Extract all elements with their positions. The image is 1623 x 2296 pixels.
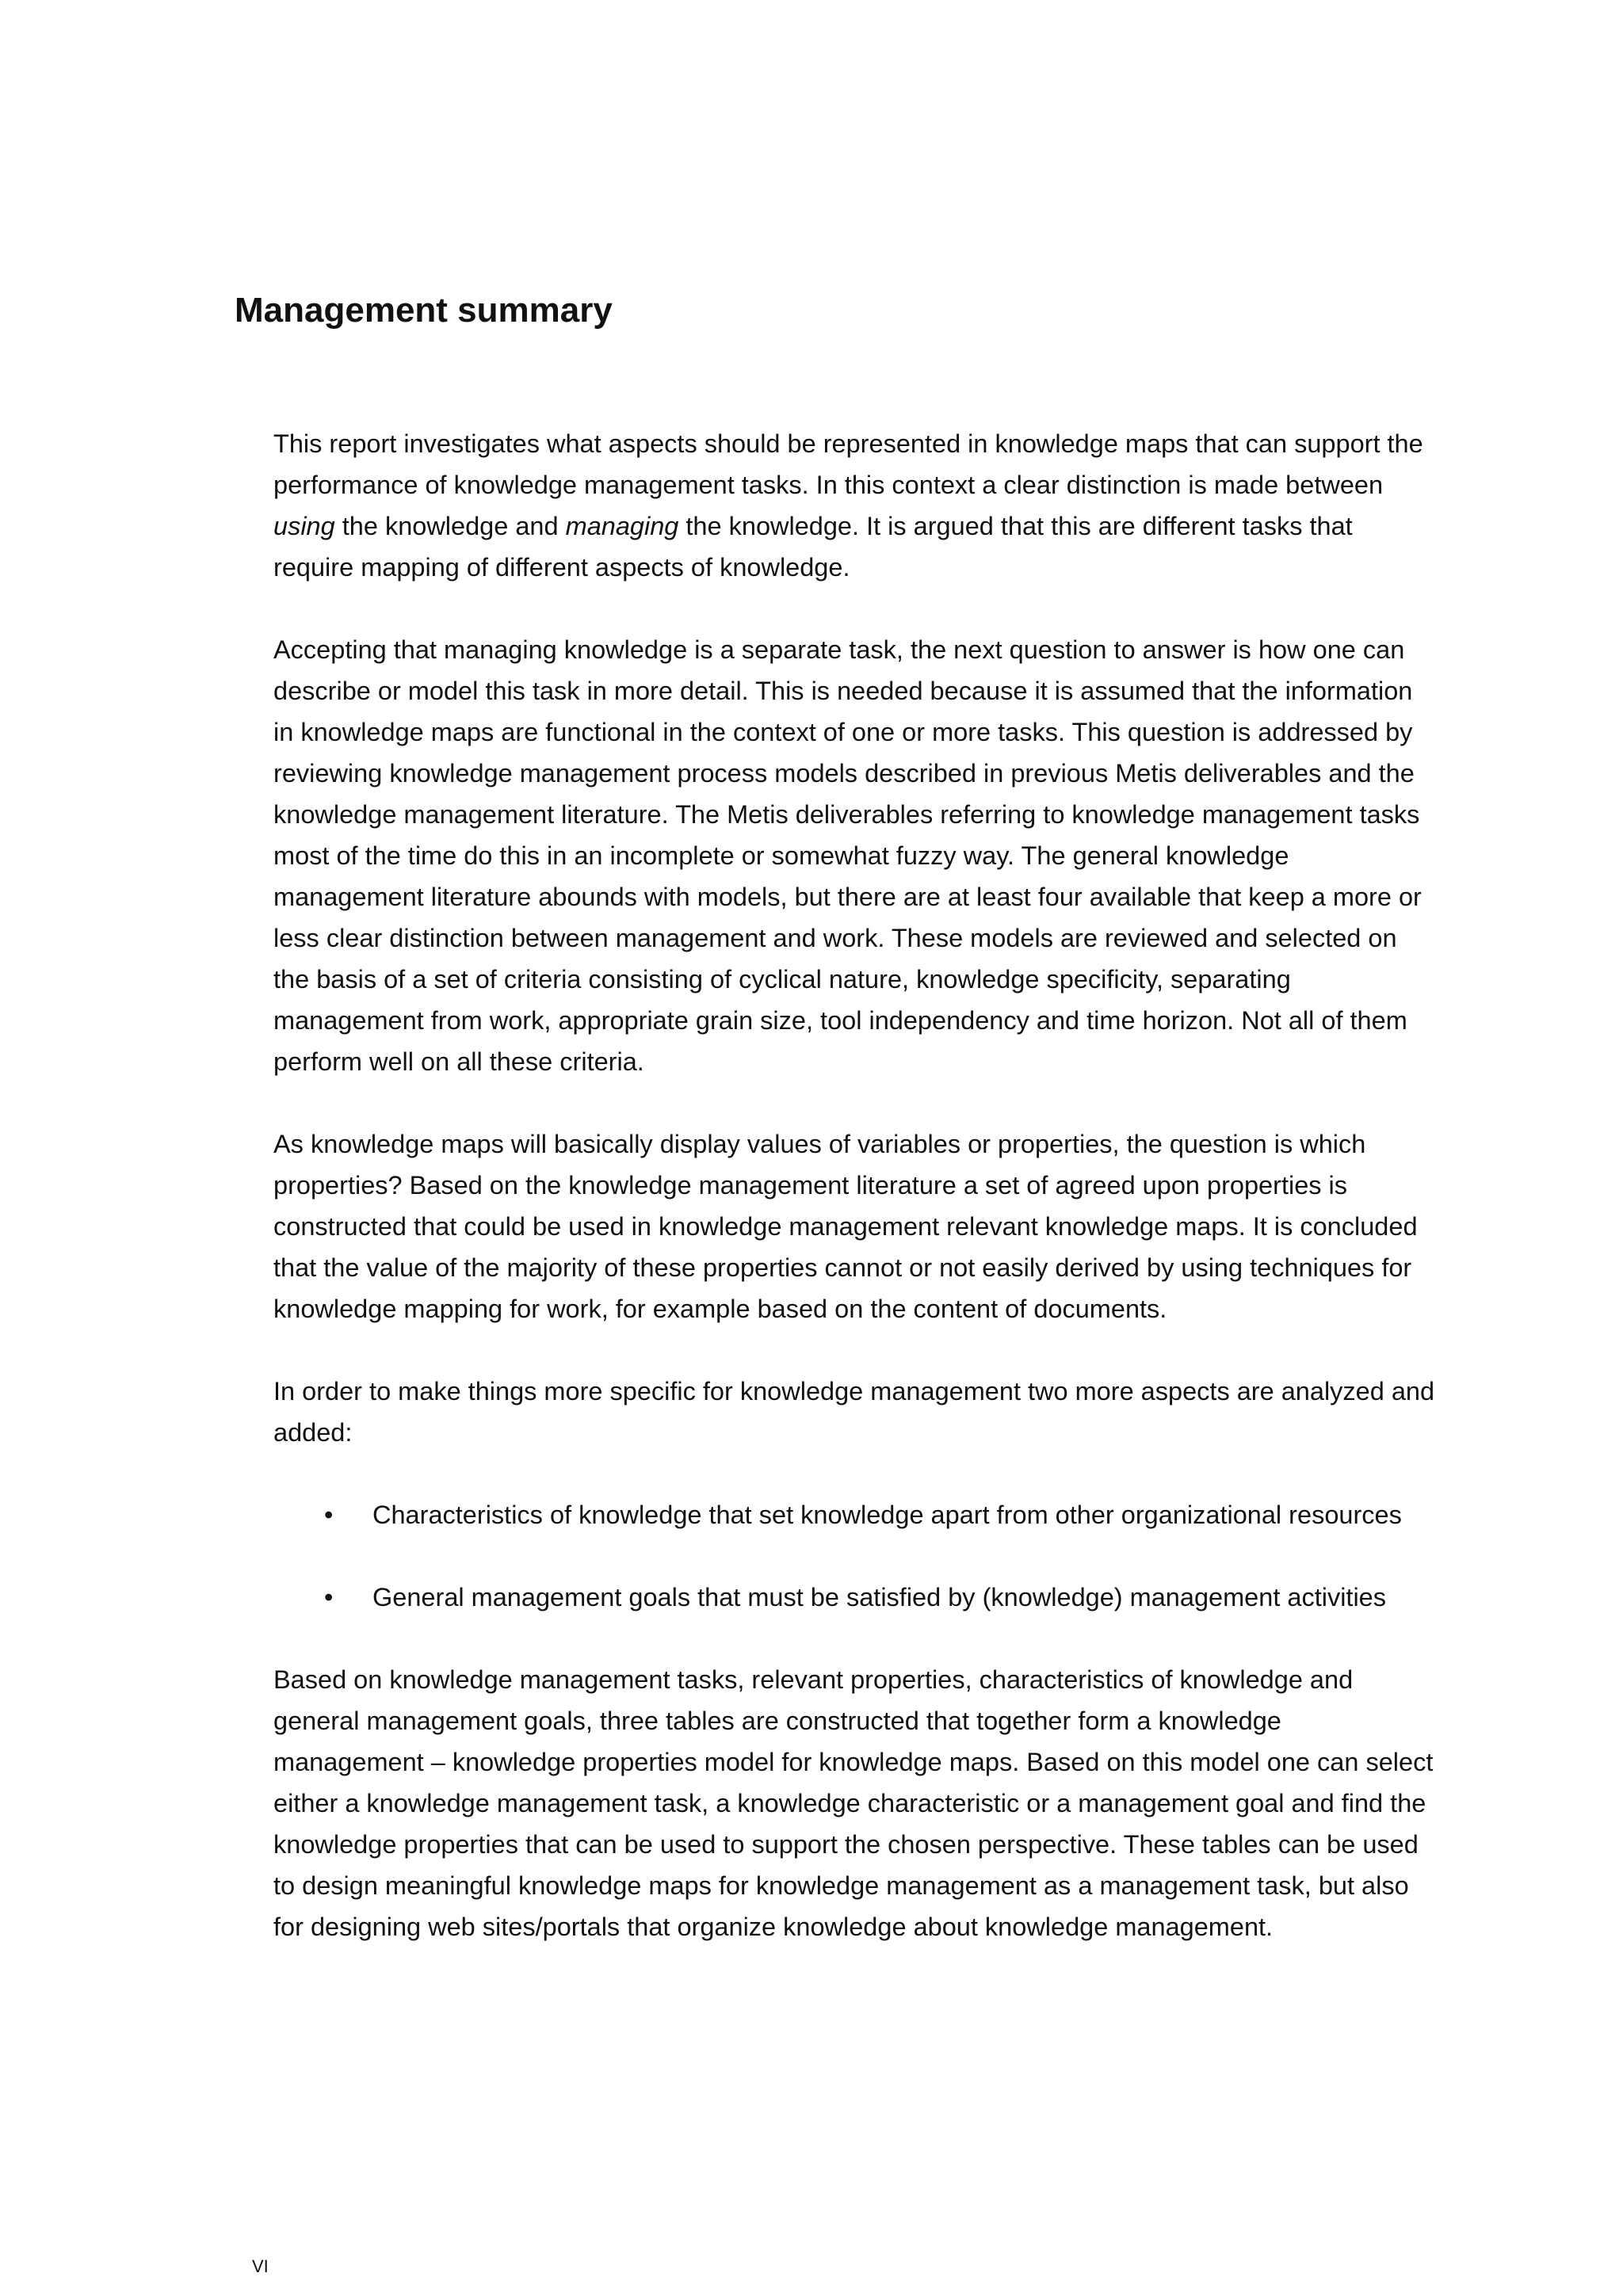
- paragraph-2: Accepting that managing knowledge is a separate task, the next question to answer is how one can describe or model this task in more detail. This is needed because it is assumed that the information in knowledge maps are functional in the context of one or more tasks. This question is addressed by reviewing knowledge management process models described in previous Metis deliverables and the knowledge management literature. The Metis deliverables referring to knowledge management tasks most of the time do this in an incomplete or somewhat fuzzy way. The general knowledge management literature abounds with models, but there are at least four available that keep a more or less clear distinction between management and work. These models are reviewed and selected on the basis of a set of criteria consisting of cyclical nature, knowledge specificity, separating management from work, appropriate grain size, tool independency and time horizon. Not all of them perform well on all these criteria.: [273, 635, 1422, 1076]
- paragraph-5: Based on knowledge management tasks, relevant properties, characteristics of knowledge and general management goals, three tables are constructed that together form a knowledge management – knowledge properties model for knowledge maps. Based on this model one can select either a knowledge management task, a knowledge characteristic or a management goal and find the knowledge properties that can be used to support the chosen perspective. These tables can be used to design meaningful knowledge maps for knowledge management as a management task, but also for designing web sites/portals that organize knowledge about knowledge management.: [273, 1665, 1434, 1941]
- paragraph-4: In order to make things more specific for knowledge management two more aspects are analyzed and added:: [273, 1377, 1435, 1447]
- page-title: Management summary: [235, 291, 613, 330]
- emphasis-using: using: [273, 512, 335, 540]
- paragraph-1-part-b: the knowledge and: [334, 512, 566, 540]
- paragraph-1-part-a: This report investigates what aspects should be represented in knowledge maps that can support the performance of knowledge management tasks. In this context a clear distinction is made between: [273, 429, 1423, 499]
- list-item: [273, 1494, 1438, 1535]
- list-item-text: Characteristics of knowledge that set knowledge apart from other organizational resources: [372, 1501, 1402, 1529]
- summary-body: [273, 423, 1438, 1947]
- bullet-icon: •: [324, 1583, 334, 1611]
- list-item: [273, 1577, 1438, 1618]
- list-item-text: General management goals that must be satisfied by (knowledge) management activities: [372, 1583, 1387, 1611]
- emphasis-managing: managing: [565, 512, 679, 540]
- paragraph-1-part-c: the knowledge. It is argued that this are different tasks that require mapping of different aspects of knowledge.: [273, 512, 1353, 582]
- bullet-icon: •: [324, 1501, 334, 1529]
- page-number: VI: [252, 2256, 269, 2276]
- bullet-list: [273, 1494, 1438, 1618]
- paragraph-3: As knowledge maps will basically display values of variables or properties, the question is which properties? Based on the knowledge management literature a set of agreed upon properties is constructed that could be used in knowledge management relevant knowledge maps. It is concluded that the value of the majority of these properties cannot or not easily derived by using techniques for knowledge mapping for work, for example based on the content of documents.: [273, 1130, 1418, 1323]
- paragraph-1: [273, 423, 1438, 588]
